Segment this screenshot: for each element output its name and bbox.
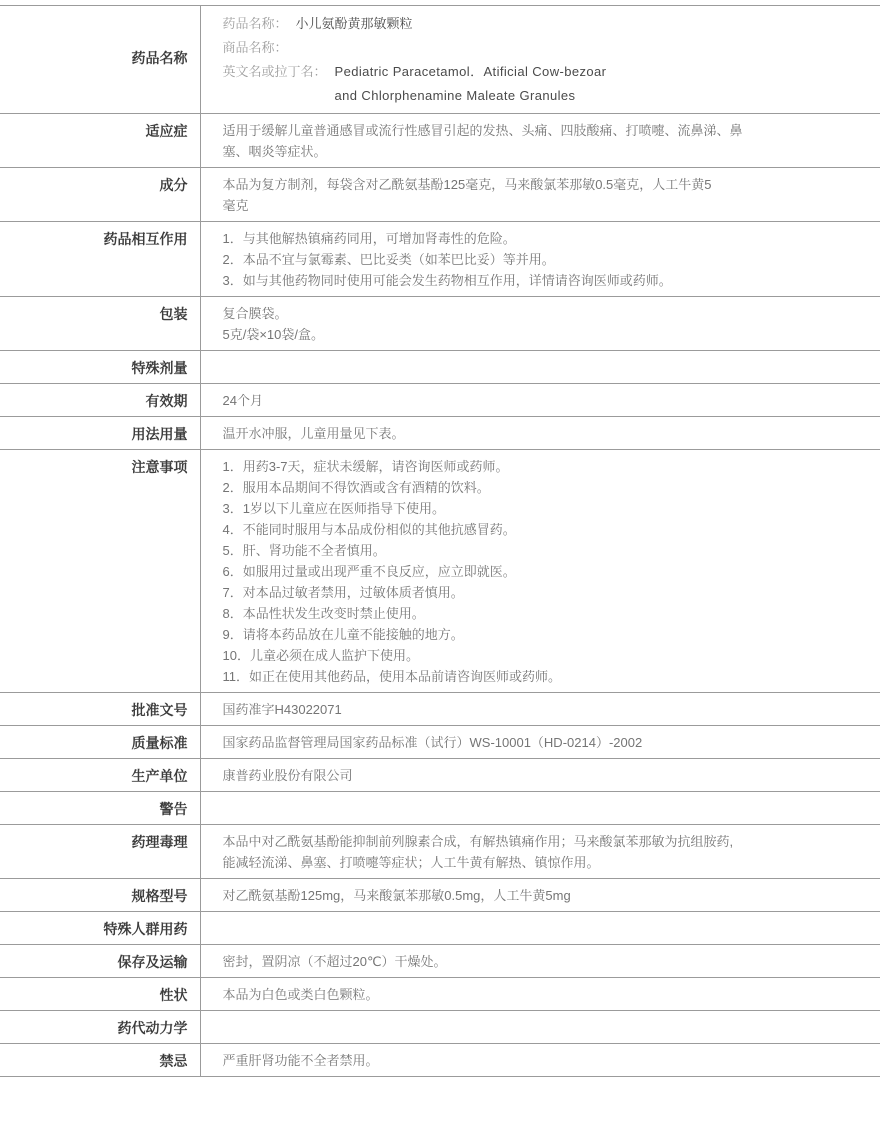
english-name-line — [223, 60, 867, 84]
content-line: 本品为复方制剂，每袋含对乙酰氨基酚125毫克，马来酸氯苯那敏0.5毫克，人工牛黄5 — [222, 177, 712, 192]
field-label-dosage-administration: 用法用量 — [0, 417, 200, 450]
field-label-drug-interactions: 药品相互作用 — [0, 222, 200, 297]
content-line: 毫克 — [222, 198, 249, 213]
content-line: 塞、咽炎等症状。 — [222, 144, 327, 159]
field-label-validity-period: 有效期 — [0, 384, 200, 417]
field-label-special-dosage: 特殊剂量 — [0, 351, 200, 384]
table-row — [0, 726, 880, 759]
content-line: 本品为白色或类白色颗粒。 — [222, 987, 379, 1002]
content-line: 能减轻流涕、鼻塞、打喷嚏等症状；人工牛黄有解热、镇惊作用。 — [222, 855, 600, 870]
english-name-continuation-line — [335, 84, 867, 108]
subfield-key: 商品名称： — [222, 40, 288, 55]
table-row — [0, 450, 880, 693]
field-value-specification — [200, 879, 880, 912]
table-row — [0, 759, 880, 792]
table-row — [0, 222, 880, 297]
field-label-contraindications: 禁忌 — [0, 1044, 200, 1077]
field-label-ingredients: 成分 — [0, 168, 200, 222]
content-line: 1．用药3-7天，症状未缓解，请咨询医师或药师。 — [222, 459, 509, 474]
field-label-pharmacokinetics: 药代动力学 — [0, 1011, 200, 1044]
table-row — [0, 168, 880, 222]
subfield-key: 英文名或拉丁名： — [222, 64, 327, 79]
drug-info-table — [0, 5, 880, 1077]
table-row — [0, 6, 880, 114]
field-value-warning — [200, 792, 880, 825]
drug-name-line — [223, 12, 867, 36]
table-row — [0, 297, 880, 351]
field-label-quality-standard: 质量标准 — [0, 726, 200, 759]
field-value-drug-interactions — [200, 222, 880, 297]
content-line: 2．本品不宜与氯霉素、巴比妥类（如苯巴比妥）等并用。 — [222, 252, 555, 267]
field-value-validity-period — [200, 384, 880, 417]
field-label-pharmacology-toxicology: 药理毒理 — [0, 825, 200, 879]
content-line: 4．不能同时服用与本品成份相似的其他抗感冒药。 — [222, 522, 516, 537]
field-value-precautions — [200, 450, 880, 693]
field-label-approval-number: 批准文号 — [0, 693, 200, 726]
subfield-value: Pediatric Paracetamol．Atificial Cow-bezoar — [334, 64, 607, 79]
field-label-manufacturer: 生产单位 — [0, 759, 200, 792]
field-value-ingredients — [200, 168, 880, 222]
field-value-quality-standard — [200, 726, 880, 759]
content-line: 10．儿童必须在成人监护下使用。 — [222, 648, 419, 663]
content-line: 严重肝肾功能不全者禁用。 — [222, 1053, 379, 1068]
table-row — [0, 384, 880, 417]
content-line: 国家药品监督管理局国家药品标准（试行）WS-10001（HD-0214）-2002 — [222, 735, 643, 750]
field-value-pharmacology-toxicology — [200, 825, 880, 879]
field-label-warning: 警告 — [0, 792, 200, 825]
field-value-indications — [200, 114, 880, 168]
table-row — [0, 978, 880, 1011]
field-value-approval-number — [200, 693, 880, 726]
field-label-precautions: 注意事项 — [0, 450, 200, 693]
content-line: 国药准字H43022071 — [222, 702, 342, 717]
field-label-packaging: 包装 — [0, 297, 200, 351]
content-line: 3．1岁以下儿童应在医师指导下使用。 — [222, 501, 445, 516]
table-row — [0, 792, 880, 825]
content-line: 温开水冲服，儿童用量见下表。 — [222, 426, 405, 441]
content-line: 7．对本品过敏者禁用，过敏体质者慎用。 — [222, 585, 464, 600]
table-row — [0, 879, 880, 912]
field-value-special-population — [200, 912, 880, 945]
content-line: 9．请将本药品放在儿童不能接触的地方。 — [222, 627, 464, 642]
field-label-indications: 适应症 — [0, 114, 200, 168]
field-value-packaging — [200, 297, 880, 351]
subfield-value: 小儿氨酚黄那敏颗粒 — [295, 16, 413, 31]
field-value-storage-transport — [200, 945, 880, 978]
field-value-manufacturer — [200, 759, 880, 792]
field-value-drug-name — [200, 6, 880, 114]
table-row — [0, 945, 880, 978]
content-line: 5．肝、肾功能不全者慎用。 — [222, 543, 386, 558]
table-row — [0, 912, 880, 945]
field-value-dosage-administration — [200, 417, 880, 450]
trade-name-line — [223, 36, 867, 60]
content-line: 本品中对乙酰氨基酚能抑制前列腺素合成，有解热镇痛作用；马来酸氯苯那敏为抗组胺药, — [222, 834, 734, 849]
content-line: 适用于缓解儿童普通感冒或流行性感冒引起的发热、头痛、四肢酸痛、打喷嚏、流鼻涕、鼻 — [222, 123, 743, 138]
table-row — [0, 693, 880, 726]
field-value-contraindications — [200, 1044, 880, 1077]
subfield-key: 药品名称： — [222, 16, 288, 31]
table-row — [0, 825, 880, 879]
table-row — [0, 1011, 880, 1044]
subfield-value: and Chlorphenamine Maleate Granules — [334, 88, 576, 103]
content-line: 24个月 — [222, 393, 263, 408]
content-line: 康普药业股份有限公司 — [222, 768, 353, 783]
content-line: 对乙酰氨基酚125mg，马来酸氯苯那敏0.5mg，人工牛黄5mg — [222, 888, 571, 903]
field-value-pharmacokinetics — [200, 1011, 880, 1044]
content-line: 11．如正在使用其他药品，使用本品前请咨询医师或药师。 — [222, 669, 561, 684]
field-label-special-population: 特殊人群用药 — [0, 912, 200, 945]
content-line: 复合膜袋。 — [222, 306, 288, 321]
table-row — [0, 114, 880, 168]
content-line: 8．本品性状发生改变时禁止使用。 — [222, 606, 425, 621]
table-row — [0, 351, 880, 384]
field-value-description — [200, 978, 880, 1011]
content-line: 3．如与其他药物同时使用可能会发生药物相互作用，详情请咨询医师或药师。 — [222, 273, 672, 288]
content-line: 5克/袋×10袋/盒。 — [222, 327, 325, 342]
content-line: 6．如服用过量或出现严重不良反应，应立即就医。 — [222, 564, 516, 579]
content-line: 1．与其他解热镇痛药同用，可增加肾毒性的危险。 — [222, 231, 516, 246]
field-label-description: 性状 — [0, 978, 200, 1011]
table-row — [0, 417, 880, 450]
field-label-storage-transport: 保存及运输 — [0, 945, 200, 978]
field-label-specification: 规格型号 — [0, 879, 200, 912]
table-row — [0, 1044, 880, 1077]
content-line: 密封，置阴凉（不超过20℃）干燥处。 — [222, 954, 447, 969]
content-line: 2．服用本品期间不得饮酒或含有酒精的饮料。 — [222, 480, 490, 495]
field-label-drug-name: 药品名称 — [0, 6, 200, 114]
field-value-special-dosage — [200, 351, 880, 384]
